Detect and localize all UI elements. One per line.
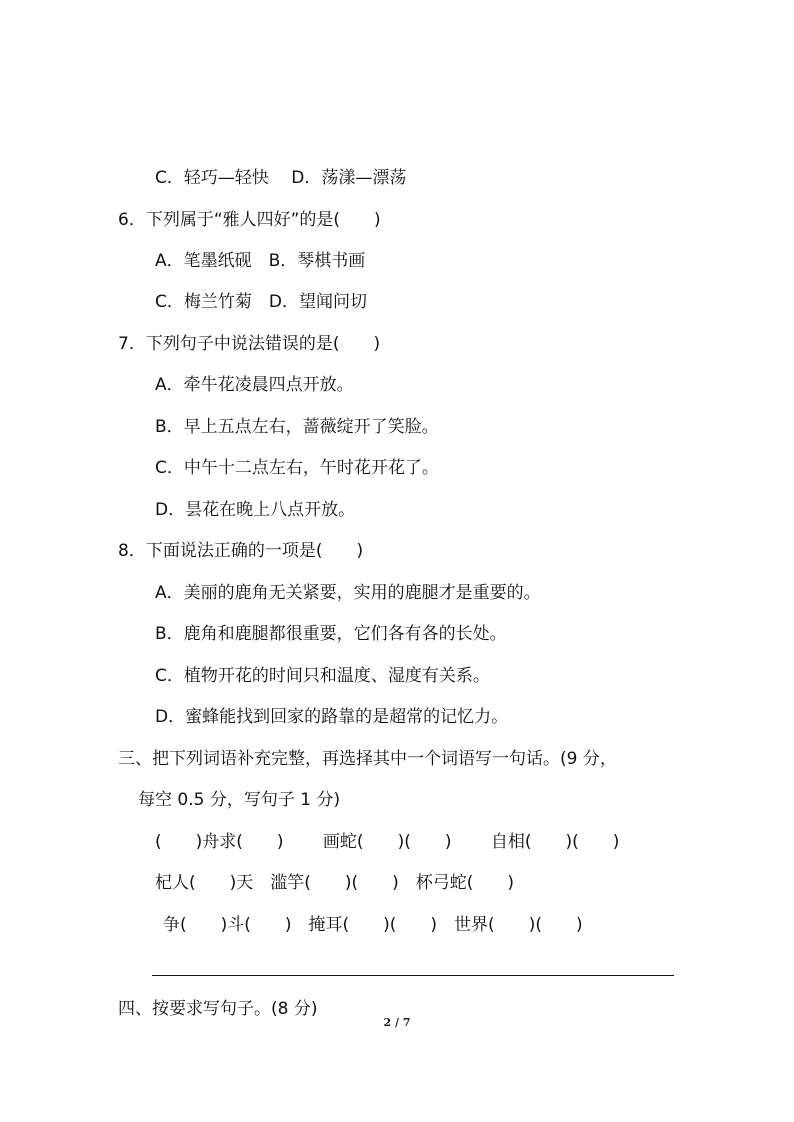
q8-option-a: A．美丽的鹿角无关紧要，实用的鹿腿才是重要的。 bbox=[155, 583, 541, 603]
q6-stem: 6．下列属于“雅人四好”的是( ) bbox=[118, 210, 381, 230]
answer-line[interactable] bbox=[152, 975, 674, 976]
section3-row2: 杞人( )天 滥竽( )( ) 杯弓蛇( ) bbox=[155, 873, 515, 893]
q8-stem: 8．下面说法正确的一项是( ) bbox=[118, 541, 364, 561]
page-number: 2 / 7 bbox=[383, 1016, 411, 1029]
q7-stem: 7．下列句子中说法错误的是( ) bbox=[118, 334, 381, 354]
q8-option-d: D．蜜蜂能找到回家的路靠的是超常的记忆力。 bbox=[155, 707, 509, 727]
q7-option-b: B．早上五点左右，蔷薇绽开了笑脸。 bbox=[155, 417, 439, 437]
q6-options-cd: C．梅兰竹菊 D．望闻问切 bbox=[155, 292, 367, 312]
section3-row3: 争( )斗( ) 掩耳( )( ) 世界( )( ) bbox=[163, 915, 583, 935]
section4-heading: 四、按要求写句子。(8 分) bbox=[118, 999, 318, 1019]
q7-option-c: C．中午十二点左右，午时花开花了。 bbox=[155, 458, 439, 478]
section3-heading-cont: 每空 0.5 分，写句子 1 分) bbox=[138, 790, 341, 810]
q7-option-d: D．昙花在晚上八点开放。 bbox=[155, 500, 356, 520]
section3-row1: ( )舟求( ) 画蛇( )( ) 自相( )( ) bbox=[155, 832, 620, 852]
q7-option-a: A．牵牛花凌晨四点开放。 bbox=[155, 375, 354, 395]
q8-option-c: C．植物开花的时间只和温度、湿度有关系。 bbox=[155, 666, 490, 686]
q8-option-b: B．鹿角和鹿腿都很重要，它们各有各的长处。 bbox=[155, 624, 507, 644]
q5-options-cd: C．轻巧—轻快 D．荡漾—漂荡 bbox=[155, 168, 407, 188]
q6-options-ab: A．笔墨纸砚 B．琴棋书画 bbox=[155, 251, 366, 271]
section3-heading: 三、把下列词语补充完整，再选择其中一个词语写一句话。(9 分， bbox=[118, 749, 617, 769]
